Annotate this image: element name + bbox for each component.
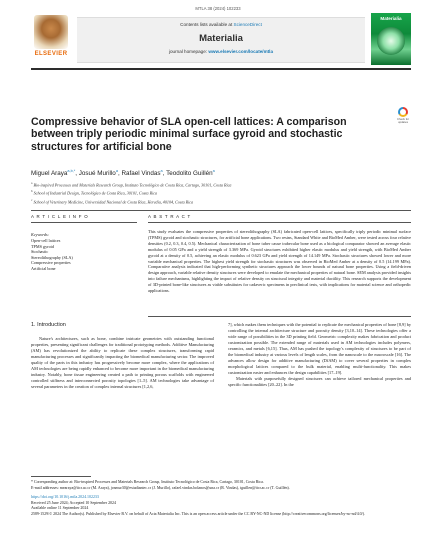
abstract-text: This study evaluates the compressive properties of stereolithography (SLA) fabricated open-cell lattices, specifically triply periodic minimal surface (TPMS) gyroid and stochastic structures, for artificial bone applications. Two resins, Standard White and BioMed Amber, were tested across four relative densities (0.2, 0.3, 0.4, 0.5). Mechanical characterization of bone tuber cause trabecular bone used as a biological comparator showed an average elastic modulus of 0.05 GPa and a yield strength of 3.369 MPa. Gyroid structures exhibited higher elastic modulus and yield strength, with BioMed Amber gyroid at a density of 0.5, achieving an elastic modulus of 0.623 GPa and yield strength of 14.149 MPa. Stochastic structures showed lower and more variable mechanical properties. The highest yield strength for stochastic structures was observed in BioMed Amber at a density of 0.5 (14.199 MPa). Comparative analysis indicated that high-performing synthetic structures approach the lower bounds of natural bone properties. Using a field-driven design approach, variable relative density structures were developed to emulate the mechanical properties of natural bone. SEM analysis provided insights into failure mechanisms, highlighting the impact of relative density on structural integrity and material ductility. This research supports the development of 3D-printed bone-like structures as viable substitutes for cadaveric specimens in preclinical tests, with implications for material science and orthopedic applications. [148, 229, 411, 294]
contents-line [77, 22, 365, 27]
affiliation-sup: a [31, 181, 33, 185]
abstract-rule [148, 222, 411, 223]
keyword-item: Open-cell lattices [31, 238, 61, 243]
info-top-rule [31, 210, 411, 211]
doi-link[interactable]: https://doi.org/10.1016/j.mtla.2024.102233 [31, 494, 99, 499]
homepage-line [77, 49, 365, 54]
footnotes [31, 479, 411, 516]
affiliation-sup: b [31, 189, 33, 194]
check-for-updates-badge[interactable] [396, 107, 410, 123]
affiliation-sup: c [31, 197, 33, 202]
license-text[interactable]: 2589-1529/© 2024 The Author(s). Published by Elsevier B.V. on behalf of Acta Materialia Inc. This is an open access article under the CC BY-NC-ND license (http://creativecommons.org/licenses/by-nc-nd/4.0/). [31, 510, 366, 516]
affiliation-text: School of Industrial Design, Tecnológico de Costa Rica, 30101, Costa Rica [33, 190, 158, 196]
affiliation-item [31, 180, 411, 188]
intro-right-column [228, 322, 411, 387]
elsevier-logo[interactable] [31, 13, 71, 65]
affiliation-text: Bio-inspired Processes and Materials Research Group, Instituto Tecnológico de Costa Rica, Cartago, 30101, Costa Rica [33, 182, 232, 188]
cover-art-icon [377, 27, 405, 55]
author-name[interactable]: Miguel Araya [31, 170, 68, 178]
intro-paragraph: 7], which makes them techniques with the potential to replicate the mechanical properties of bone [8,9] by controlling the internal architecture structure and porosity density [3,10–14]. These technologies offer a wide range of possibilities in the 3D printing field. Geometric complexity makes fabrication and product customization possible. The extended range of materials used in AM technologies includes polymers, ceramics, and metals [6,15]. Thus, AM has pushed the topology's complexity of structures to be part of the biomedical industry at various levels of length scales, from the nanoscale to the macroscale [16]. The advances allow design for additive manufacturing (DfAM) to cover several properties in complex morphological lattices compared to the bulk material, enabling multi-functionality. This makes customization easier and enhances the design capabilities [17–19]. [228, 322, 411, 375]
article-info-label: A R T I C L E I N F O [31, 214, 89, 219]
keywords-list [31, 238, 121, 272]
journal-name: Materialia [199, 33, 243, 44]
homepage-link[interactable]: www.elsevier.com/locate/mtla [208, 49, 274, 54]
masthead-divider [31, 68, 411, 70]
author-sup: a [212, 169, 215, 173]
section-heading-introduction: 1. Introduction [31, 322, 66, 328]
cover-title: Materialia [380, 16, 402, 21]
received-dates: Received 25 June 2024; Accepted 10 September 2024 [31, 499, 116, 505]
contents-prefix: Contents lists available at [180, 22, 233, 27]
author-sup: a [160, 169, 163, 173]
keywords-heading: Keywords: [31, 232, 49, 237]
keyword-item: Compressive properties [31, 260, 71, 266]
author-name[interactable]: Teodolito Guillén [166, 170, 213, 178]
intro-paragraph: Materials with purposefully designed structures can achieve tailored mechanical properties and specific functionalities [20–22]. In the [228, 375, 411, 387]
author-sup: a,b,* [67, 169, 76, 173]
author-name[interactable]: Josué Murillo [78, 170, 116, 178]
author-sup: a [115, 169, 118, 173]
journal-cover[interactable] [371, 13, 411, 65]
badge-label: Check for updates [397, 117, 409, 124]
email-addresses[interactable]: E-mail addresses: mearaya@itcr.ac.cr (M. Araya), josmur30@estudiantec.cr (J. Murillo), rafael.vindas.bolanos@una.cr (R. Vindas), tguillen@itcr.ac.cr (T. Guillén). [31, 484, 290, 490]
affiliations [31, 180, 411, 205]
author-list: Miguel Araya$^{a,b,*}$, Josué Murillo$^a$, Rafael Vindas$^a$, Teodolito Guillén$^a$ [31, 169, 215, 178]
article-title: Compressive behavior of SLA open-cell lattices: A comparison between triply periodic minimal surface gyroid and stochastic structures for artificial bone [31, 116, 347, 153]
footnote-rule [31, 476, 91, 477]
info-rule [31, 222, 137, 223]
homepage-prefix: journal homepage: [168, 49, 208, 54]
keyword-item: Artificial bone [31, 265, 56, 271]
affiliation-text: School of Veterinary Medicine, Universidad Nacional de Costa Rica, Heredia, 40104, Costa Rica [33, 199, 194, 205]
sciencedirect-link[interactable]: ScienceDirect [233, 22, 262, 27]
badge-center [400, 109, 406, 115]
abstract-label: A B S T R A C T [148, 214, 191, 219]
abstract-bottom-rule [148, 316, 411, 317]
masthead [31, 13, 411, 65]
keyword-item: Stochastic [31, 249, 49, 255]
elsevier-tree-icon [34, 15, 68, 49]
elsevier-wordmark: ELSEVIER [34, 51, 68, 57]
corresponding-author-note: * Corresponding author at: Bio-inspired Processes and Materials Research Group, Instituto Tecnológico de Costa Rica, Cartago, 30101, Costa Rica. [31, 479, 264, 484]
intro-left-column: Nature's architectures, such as bone, combine intricate geometries with outstanding functional properties, presenting significant challenges for traditional prototyping methods. Additive Manufacturing (AM) has revolutionized the ability to replicate these complex structures, transforming rapid manufacturing processes and significantly impacting the biomedical manufacturing sector. The improved quality of the parts in this industry has progressively become more complex, where the applications of AM technologies are being rapidly enhanced to become more important in the biomedical manufacturing industry. Notably, bone tissue engineering created a path to printing porous scaffolds with engineered controlled stiffness and interconnected porosity topologies [1–5]. AM technologies take advantage of several parameters in the creation of complex internal structures [1,2,6, [31, 336, 214, 389]
keyword-item: Stereolithography (SLA) [31, 254, 73, 260]
affiliation-item [31, 197, 411, 205]
journal-reference: MTLA 38 (2024) 102233 [195, 6, 241, 11]
affiliation-item [31, 188, 411, 196]
available-online: Available online 11 September 2024 [31, 505, 89, 510]
author-name[interactable]: Rafael Vindas [121, 170, 161, 178]
keyword-item: TPMS gyroid [31, 243, 54, 249]
journal-banner [77, 17, 365, 63]
